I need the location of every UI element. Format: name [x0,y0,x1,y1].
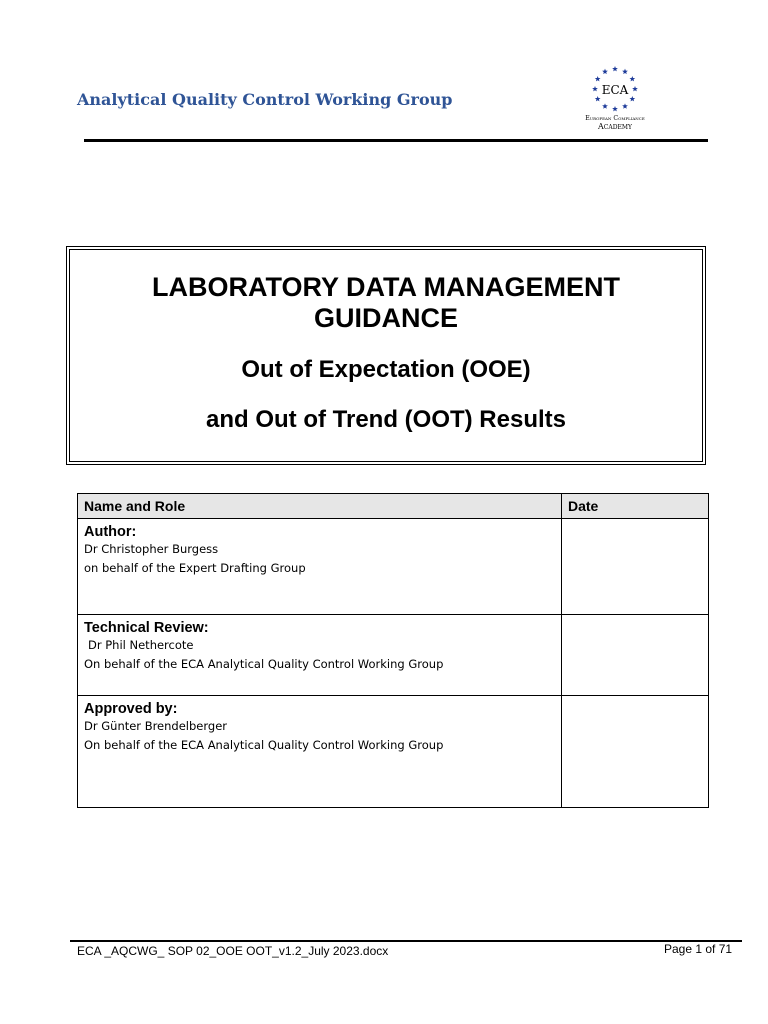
star-icon [629,96,635,101]
table-row [78,615,709,696]
footer-filename: ECA _AQCWG_ SOP 02_OOE OOT_v1.2_July 2023.docx [77,944,389,958]
role-title: Author: [84,524,137,540]
logo-line1: European Compliance [585,115,645,122]
star-icon [595,76,601,81]
star-icon [622,69,628,74]
logo-acronym: ECA [601,83,629,97]
table-row [78,696,709,808]
star-icon [602,103,608,108]
star-icon [622,103,628,108]
header-rule [84,139,708,142]
main-title-line-2: GUIDANCE [313,303,458,333]
role-title: Approved by: [84,701,178,717]
main-title-line-1: LABORATORY DATA MANAGEMENT [152,272,620,302]
subtitle-oot: and Out of Trend (OOT) Results [206,406,566,433]
eca-logo [570,62,662,136]
star-icon [612,66,618,71]
role-person: Dr Christopher Burgess [84,542,219,556]
date-cell [562,696,709,808]
star-icon [595,96,601,101]
star-icon [592,86,598,91]
table-header-row [78,494,709,519]
title-box [66,246,706,465]
role-behalf: on behalf of the Expert Drafting Group [84,561,306,575]
role-cell-author [78,519,562,615]
footer-page-number: Page 1 of 71 [664,942,733,956]
date-cell [562,519,709,615]
logo-line2: Academy [598,122,632,131]
star-icon [632,86,638,91]
role-person: Dr Phil Nethercote [88,638,194,652]
group-title: Analytical Quality Control Working Group [77,90,453,109]
role-cell-technical-review [78,615,562,696]
role-person: Dr Günter Brendelberger [84,719,227,733]
header-date: Date [562,494,709,519]
table-row [78,519,709,615]
star-icon [629,76,635,81]
star-icon [602,69,608,74]
role-cell-approved-by [78,696,562,808]
date-cell [562,615,709,696]
role-behalf: On behalf of the ECA Analytical Quality Control Working Group [84,657,444,671]
footer-rule [70,940,742,942]
star-icon [612,106,618,111]
approval-table [77,493,709,808]
header-name-role: Name and Role [78,494,562,519]
subtitle-ooe: Out of Expectation (OOE) [241,356,531,383]
role-behalf: On behalf of the ECA Analytical Quality Control Working Group [84,738,444,752]
main-title [70,272,702,334]
role-title: Technical Review: [84,620,209,636]
